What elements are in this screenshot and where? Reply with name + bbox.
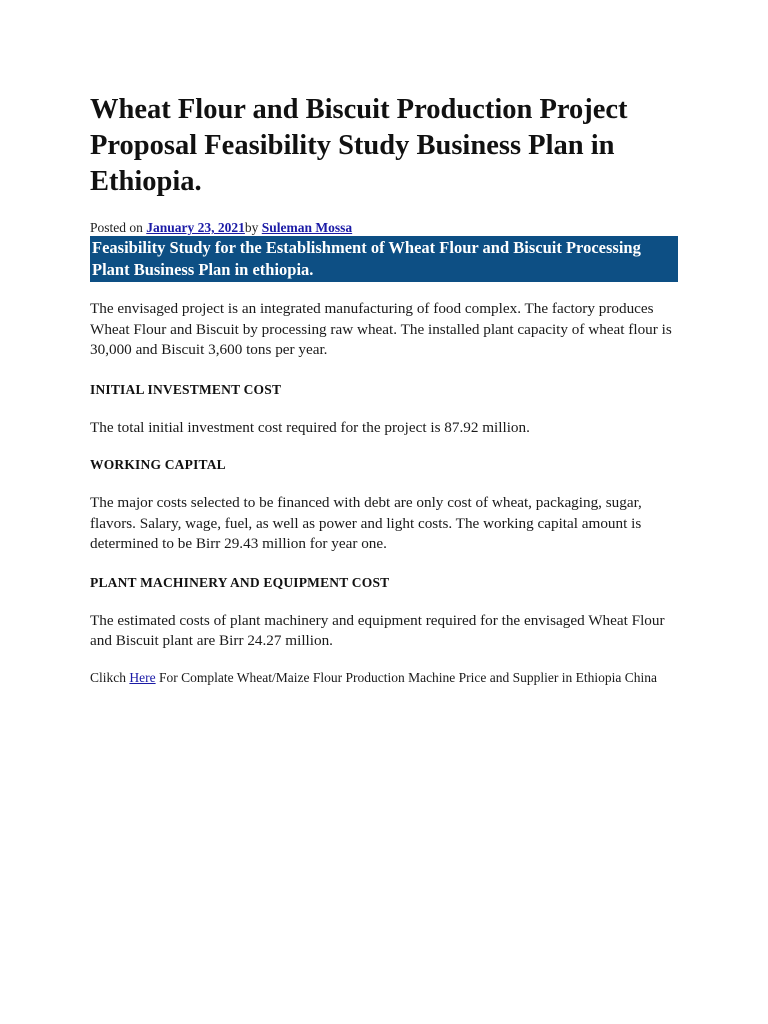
section-heading-investment: INITIAL INVESTMENT COST [90,381,282,397]
by-label: by [244,220,262,235]
section-body-investment: The total initial investment cost required for the project is 87.92 million. [90,418,530,436]
post-date-link[interactable]: January 23, 2021 [146,220,245,235]
here-link[interactable]: Here [129,669,156,685]
feature-banner: Feasibility Study for the Establishment of Wheat Flour and Biscuit Processing Plant Business Plan in ethiopia. [90,236,678,282]
footer-note-prefix: Clikch [90,669,130,685]
section-heading-working-capital: WORKING CAPITAL [90,457,226,472]
section-heading-machinery: PLANT MACHINERY AND EQUIPMENT COST [90,574,390,590]
posted-on-label: Posted on [90,220,147,235]
article [90,92,680,687]
footer-note-suffix: For Complate Wheat/Maize Flour Production Machine Price and Supplier in Ethiopia China [155,669,658,685]
post-meta [90,220,680,236]
section-body-machinery: The estimated costs of plant machinery and equipment required for the envisaged Wheat Flour and Biscuit plant are Birr 24.27 million. [90,611,665,649]
author-link[interactable]: Suleman Mossa [261,220,353,235]
footer-note [90,668,680,687]
article-title: Wheat Flour and Biscuit Production Project Proposal Feasibility Study Business Plan in Ethiopia. [90,94,628,197]
section-body-working-capital: The major costs selected to be financed with debt are only cost of wheat, packaging, sugar, flavors. Salary, wage, fuel, as well as power and light costs. The working capital amount is determined to be Birr 29.43 million for year one. [90,494,642,552]
intro-paragraph: The envisaged project is an integrated manufacturing of food complex. The factory produces Wheat Flour and Biscuit by processing raw wheat. The installed plant capacity of wheat flour is 30,000 and Biscuit 3,600 tons per year. [90,300,672,358]
